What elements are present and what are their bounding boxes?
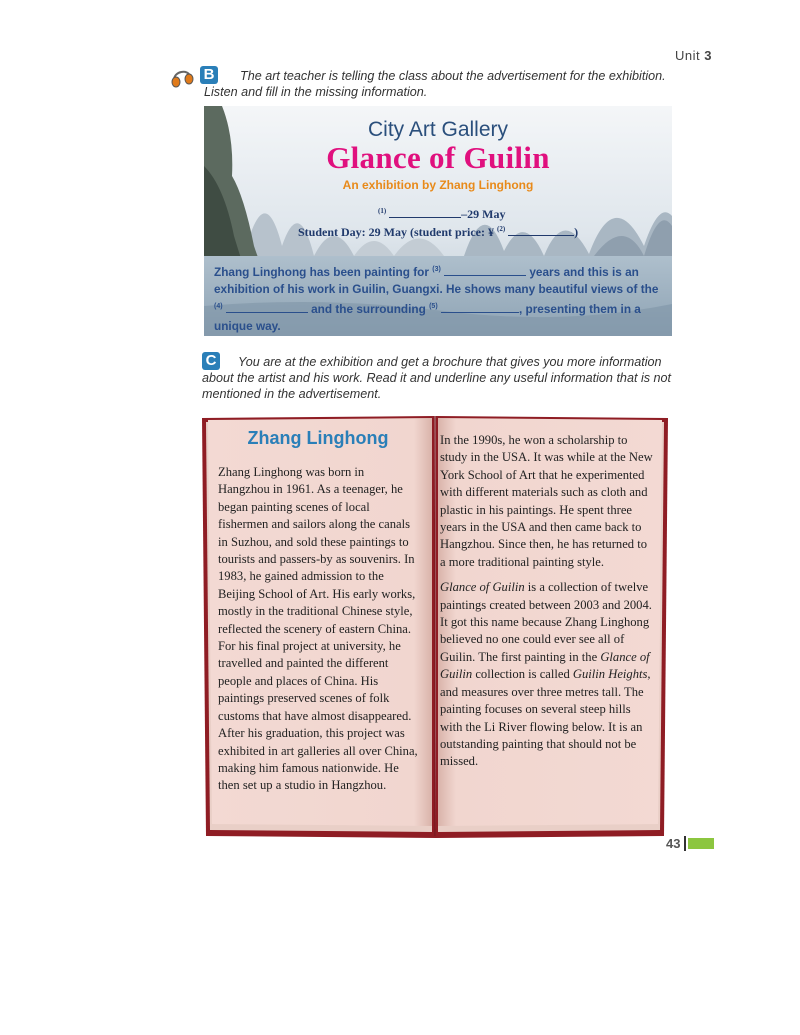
unit-text: Unit — [675, 48, 701, 63]
para2-text-a: is a collection of twelve paintings created between 2003 and 2004. It got this name because Zhang Linghong believed no one could ever see all of Guilin. The first painting in the — [440, 580, 652, 664]
exhibition-title: Glance of Guilin — [326, 140, 550, 175]
section-b-badge: B — [200, 66, 218, 84]
brochure-left-paragraph: Zhang Linghong was born in Hangzhou in 1961. As a teenager, he began painting scenes of local fishermen and sailors along the canals in Suzhou, and sold these paintings to tourists and passers-by as souvenirs. In 1983, he gained admission to the Beijing School of Art. His early works, mostly in the traditional Chinese style, reflected the scenery of eastern China. For his final project at university, he travelled and painted the different people and places of China. His paintings preserved scenes of folk customs that have almost disappeared. After his graduation, this project was exhibited in art galleries all over China, making him famous nationwide. He then set up a studio in Hangzhou. — [218, 465, 418, 793]
brochure-title: Zhang Linghong — [247, 428, 389, 448]
section-c-instruction: You are at the exhibition and get a brochure that gives you more information about the artist and his work. Read it and underline any useful information that is not mentioned in the advertisement. — [202, 355, 672, 401]
blank-5-number: (5) — [429, 302, 438, 310]
poster-description — [214, 261, 664, 335]
student-day-text: Student Day: 29 May (student price: ¥ — [298, 225, 494, 239]
exhibition-byline: An exhibition by Zhang Linghong — [342, 178, 534, 192]
gallery-name: City Art Gallery — [367, 118, 509, 141]
exhibition-poster — [204, 106, 672, 336]
blank-3-number: (3) — [432, 266, 441, 273]
page-color-bar — [688, 838, 714, 849]
blank-2-number: (2) — [497, 225, 506, 233]
brochure-book — [200, 412, 670, 842]
blank-1[interactable] — [389, 206, 461, 218]
close-paren: ) — [574, 225, 579, 239]
brochure-left-column — [218, 464, 418, 803]
page-number-separator — [684, 836, 686, 851]
title-italic-2: Glance of Guilin — [440, 649, 650, 682]
poster-text-1: Zhang Linghong has been painting for — [214, 264, 429, 279]
date-line — [378, 206, 506, 222]
title-italic-1: Glance of Guilin — [440, 580, 525, 595]
headphones-icon — [170, 66, 196, 88]
blank-3[interactable] — [444, 264, 526, 276]
unit-number: 3 — [704, 48, 712, 63]
para2-text-c: , and measures over three metres tall. The painting focuses on several steep hills with the Li River flowing below. It is an outstanding painting that should not be missed. — [440, 667, 651, 769]
blank-4-number: (4) — [214, 302, 223, 310]
blank-1-number: (1) — [378, 207, 387, 215]
blank-2[interactable] — [508, 224, 574, 236]
para2-text-b: collection is called — [472, 667, 573, 682]
brochure-right-paragraph-2 — [440, 579, 654, 770]
unit-label — [675, 48, 712, 63]
title-italic-3: Guilin Heights — [572, 667, 648, 682]
date-end: –29 May — [461, 207, 506, 221]
poster-text-3: and the surrounding — [311, 301, 426, 316]
brochure-right-column — [440, 432, 654, 779]
blank-4[interactable] — [226, 301, 308, 313]
section-b-instruction: The art teacher is telling the class about the advertisement for the exhibition. Listen and fill in the missing information. — [204, 69, 666, 99]
student-day-line — [298, 224, 578, 240]
brochure-right-paragraph-1: In the 1990s, he won a scholarship to study in the USA. It was while at the New York School of Art that he experimented with different materials such as cloth and plastic in his paintings. He spent three years in the USA and then came back to Hangzhou. Since then, he has returned to a more traditional painting style. — [440, 433, 653, 569]
section-c-badge: C — [202, 352, 220, 370]
blank-5[interactable] — [441, 301, 519, 313]
poster-text-4: , presenting them in a unique way. — [214, 301, 641, 333]
page-number: 43 — [666, 836, 681, 851]
poster-text-2: years and this is an exhibition of his work in Guilin, Guangxi. He shows many beautiful views of the — [214, 264, 659, 296]
